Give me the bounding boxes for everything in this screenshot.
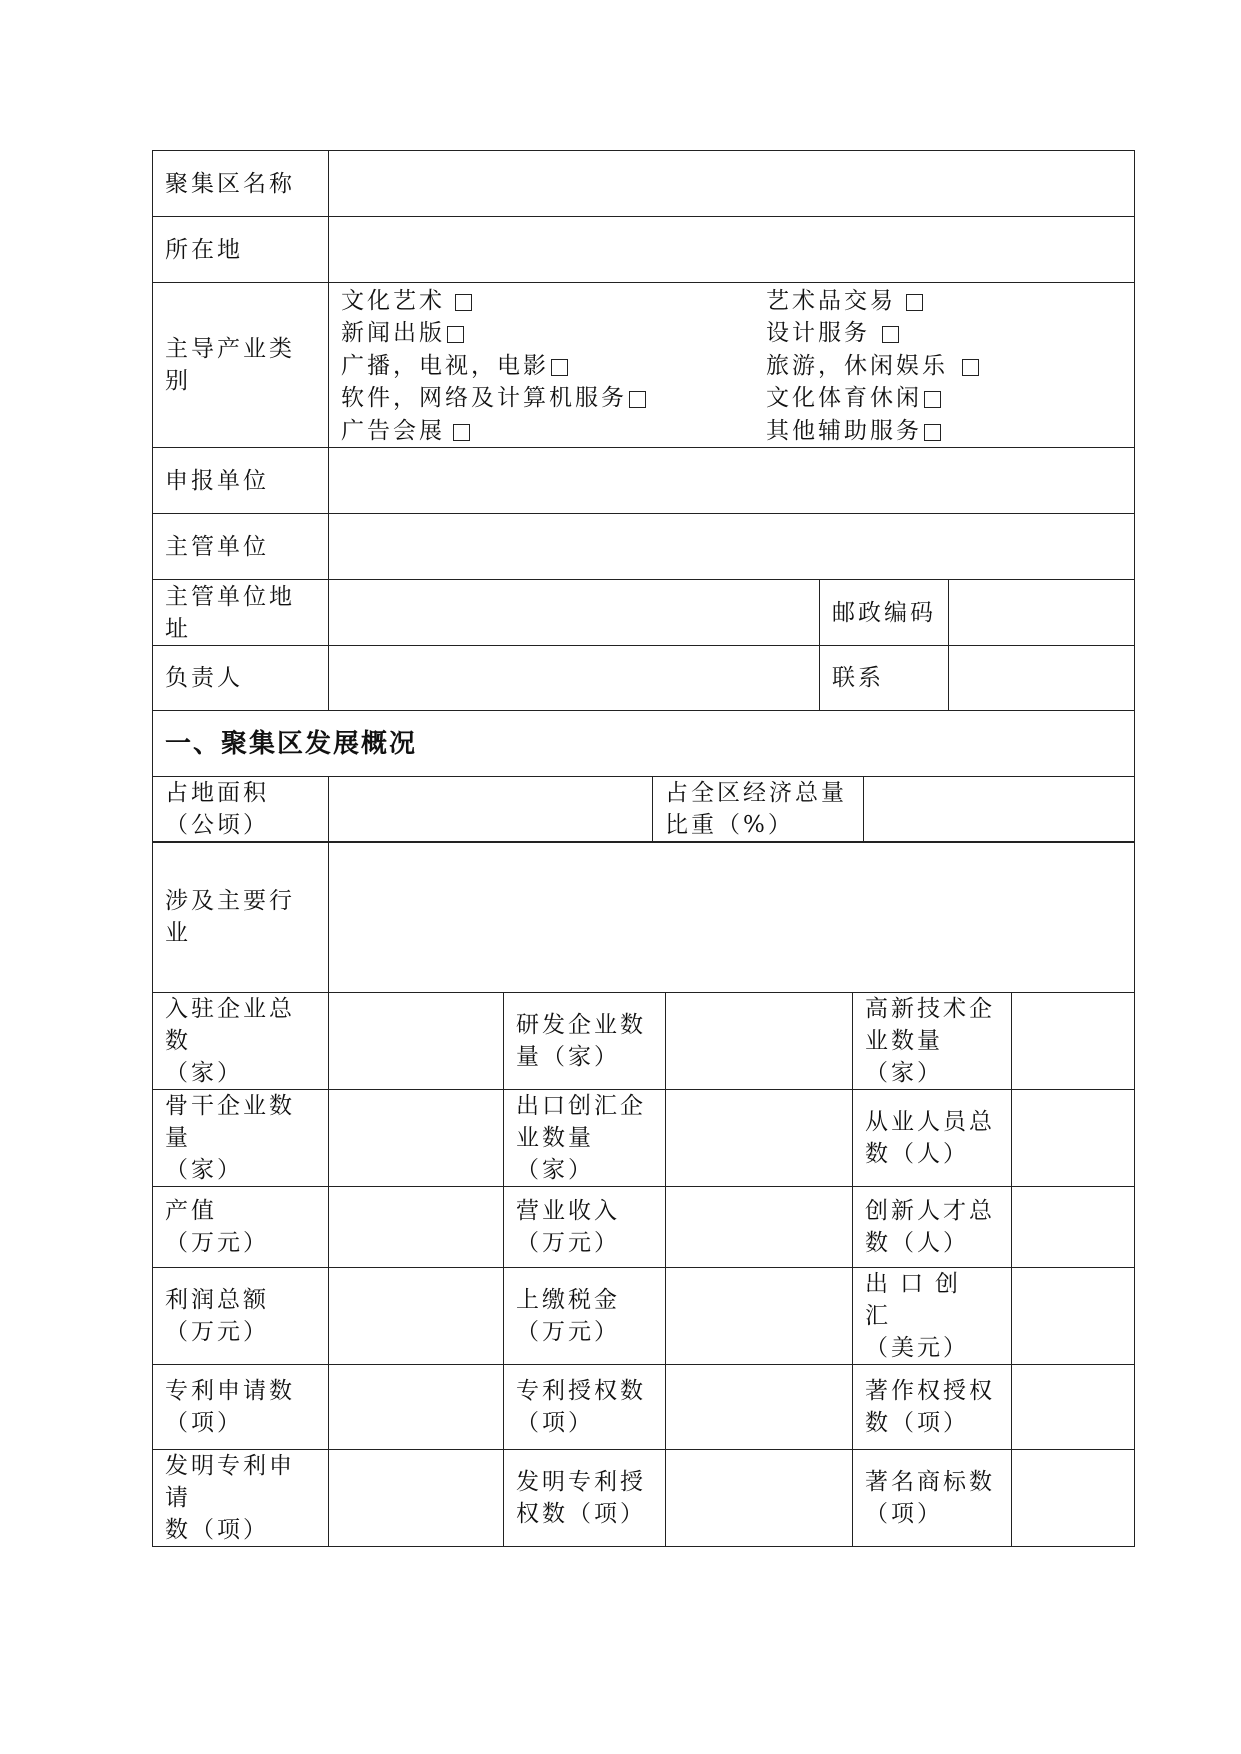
stat-field[interactable]: [329, 1089, 504, 1186]
supervisor-address-label: 主管单位地址: [153, 580, 329, 646]
cluster-name-field[interactable]: [329, 151, 1135, 217]
option-tourism-leisure[interactable]: 旅游，休闲娱乐: [766, 350, 1122, 382]
location-field[interactable]: [329, 217, 1135, 283]
stats-row: [153, 1186, 1135, 1267]
postal-code-field[interactable]: [949, 580, 1135, 646]
checkbox[interactable]: [924, 391, 941, 408]
stat-label: 出口创汇企 业数量（家）: [504, 1089, 666, 1186]
stat-field[interactable]: [1012, 1089, 1135, 1186]
stat-label: 著名商标数 （项）: [853, 1449, 1012, 1546]
stat-field[interactable]: [666, 1267, 853, 1364]
stat-label: 创新人才总 数（人）: [853, 1186, 1012, 1267]
stat-field[interactable]: [666, 1449, 853, 1546]
stat-field[interactable]: [329, 1267, 504, 1364]
contact-field[interactable]: [949, 646, 1135, 711]
stat-field[interactable]: [1012, 1186, 1135, 1267]
stat-field[interactable]: [666, 992, 853, 1089]
stat-label: 产值 （万元）: [153, 1186, 329, 1267]
stat-field[interactable]: [329, 1186, 504, 1267]
stats-row: [153, 1089, 1135, 1186]
option-culture-sports[interactable]: 文化体育休闲: [766, 382, 1122, 414]
checkbox[interactable]: [629, 391, 646, 408]
checkbox[interactable]: [962, 359, 979, 376]
stats-row: [153, 1449, 1135, 1546]
stat-label: 上缴税金 （万元）: [504, 1267, 666, 1364]
contact-label: 联系: [820, 646, 949, 711]
area-label: 占地面积 （公顷）: [153, 776, 329, 842]
location-label: 所在地: [153, 217, 329, 283]
cluster-name-label: 聚集区名称: [153, 151, 329, 217]
stat-label: 营业收入 （万元）: [504, 1186, 666, 1267]
stat-label: 发明专利授 权数（项）: [504, 1449, 666, 1546]
share-field[interactable]: [864, 776, 1135, 842]
supervisor-unit-label: 主管单位: [153, 514, 329, 580]
stat-field[interactable]: [666, 1089, 853, 1186]
option-culture-art[interactable]: 文化艺术: [341, 285, 766, 317]
industries-label: 涉及主要行业: [153, 842, 329, 993]
industry-category-options: [329, 283, 1135, 448]
stat-label: 发明专利申请 数（项）: [153, 1449, 329, 1546]
applicant-unit-field[interactable]: [329, 448, 1135, 514]
option-news-publishing[interactable]: 新闻出版: [341, 317, 766, 349]
stat-label: 从业人员总 数（人）: [853, 1089, 1012, 1186]
option-other-services[interactable]: 其他辅助服务: [766, 415, 1122, 447]
stat-label: 研发企业数 量（家）: [504, 992, 666, 1089]
checkbox[interactable]: [455, 294, 472, 311]
stat-field[interactable]: [666, 1186, 853, 1267]
stat-field[interactable]: [1012, 1449, 1135, 1546]
basic-info-table: [152, 150, 1135, 777]
stat-label: 入驻企业总数 （家）: [153, 992, 329, 1089]
checkbox[interactable]: [453, 424, 470, 441]
option-software-network[interactable]: 软件，网络及计算机服务: [341, 382, 766, 414]
person-in-charge-label: 负责人: [153, 646, 329, 711]
area-field[interactable]: [329, 776, 653, 842]
checkbox[interactable]: [551, 359, 568, 376]
stat-label: 利润总额 （万元）: [153, 1267, 329, 1364]
option-art-trade[interactable]: 艺术品交易: [766, 285, 1122, 317]
stat-label: 出口创汇 （美元）: [853, 1267, 1012, 1364]
stats-row: [153, 1267, 1135, 1364]
industries-field[interactable]: [329, 842, 1135, 993]
postal-code-label: 邮政编码: [820, 580, 949, 646]
stat-field[interactable]: [666, 1364, 853, 1449]
section-title: 一、聚集区发展概况: [153, 711, 1135, 777]
stats-row: [153, 1364, 1135, 1449]
checkbox[interactable]: [924, 424, 941, 441]
checkbox[interactable]: [882, 326, 899, 343]
stat-field[interactable]: [1012, 992, 1135, 1089]
stat-label: 著作权授权 数（项）: [853, 1364, 1012, 1449]
stat-field[interactable]: [1012, 1267, 1135, 1364]
area-share-table: [152, 776, 1135, 843]
supervisor-unit-field[interactable]: [329, 514, 1135, 580]
stat-label: 高新技术企 业数量（家）: [853, 992, 1012, 1089]
stat-label: 专利申请数 （项）: [153, 1364, 329, 1449]
checkbox[interactable]: [906, 294, 923, 311]
stat-field[interactable]: [329, 1364, 504, 1449]
industry-category-label: 主导产业类别: [153, 283, 329, 448]
industries-table: [152, 841, 1135, 993]
stat-label: 专利授权数 （项）: [504, 1364, 666, 1449]
stat-field[interactable]: [329, 1449, 504, 1546]
stats-row: [153, 992, 1135, 1089]
checkbox[interactable]: [447, 326, 464, 343]
stat-field[interactable]: [329, 992, 504, 1089]
share-label: 占全区经济总量 比重（%）: [653, 776, 864, 842]
option-design-service[interactable]: 设计服务: [766, 317, 1122, 349]
option-broadcast-tv-film[interactable]: 广播，电视，电影: [341, 350, 766, 382]
supervisor-address-field[interactable]: [329, 580, 820, 646]
stat-label: 骨干企业数量 （家）: [153, 1089, 329, 1186]
person-in-charge-field[interactable]: [329, 646, 820, 711]
option-advertising-exhibition[interactable]: 广告会展: [341, 415, 766, 447]
applicant-unit-label: 申报单位: [153, 448, 329, 514]
stats-table: [152, 992, 1135, 1547]
application-form: [152, 150, 1134, 1547]
stat-field[interactable]: [1012, 1364, 1135, 1449]
